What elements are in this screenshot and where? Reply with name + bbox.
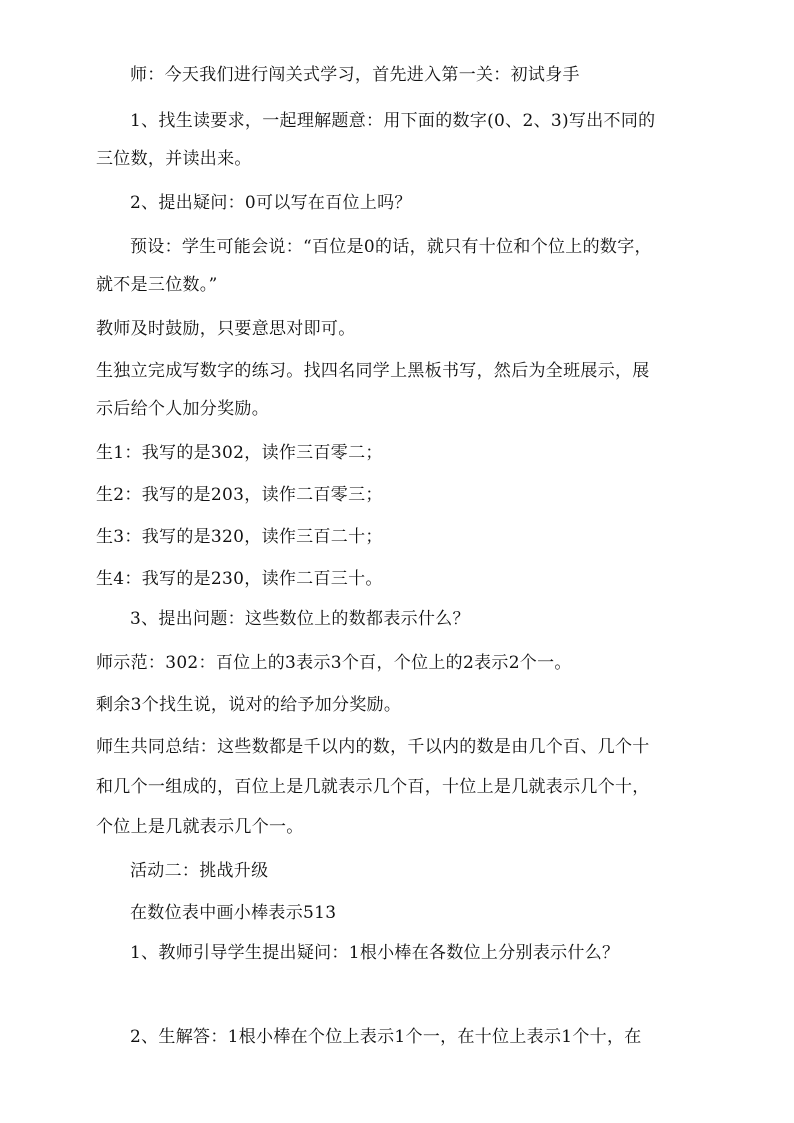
paragraph-line: 3、提出问题：这些数位上的数都表示什么？	[130, 609, 470, 629]
paragraph-line: 师示范：302：百位上的3表示3个百，个位上的2表示2个一。	[96, 653, 572, 673]
section-heading: 活动二：挑战升级	[130, 861, 269, 881]
paragraph-line: 剩余3个找生说，说对的给予加分奖励。	[96, 695, 402, 715]
paragraph-line: 生2：我写的是203，读作二百零三；	[96, 485, 383, 505]
paragraph-line: 示后给个人加分奖励。	[96, 399, 269, 419]
paragraph-line: 2、提出疑问：0可以写在百位上吗？	[130, 193, 412, 213]
paragraph-line: 教师及时鼓励，只要意思对即可。	[96, 319, 356, 339]
paragraph-line: 师生共同总结：这些数都是千以内的数，千以内的数是由几个百、几个十	[96, 737, 650, 757]
paragraph-line: 生3：我写的是320，读作三百二十；	[96, 527, 383, 547]
paragraph-line: 生独立完成写数字的练习。找四名同学上黑板书写，然后为全班展示，展	[96, 361, 650, 381]
paragraph-line: 在数位表中画小棒表示513	[130, 903, 337, 923]
paragraph-line: 2、生解答：1根小棒在个位上表示1个一，在十位上表示1个十，在	[130, 1027, 642, 1047]
paragraph-line: 三位数，并读出来。	[96, 149, 252, 169]
paragraph-line: 和几个一组成的，百位上是几就表示几个百，十位上是几就表示几个十，	[96, 777, 650, 797]
paragraph-line: 个位上是几就表示几个一。	[96, 817, 304, 837]
paragraph-line: 1、找生读要求，一起理解题意：用下面的数字(0、2、3)写出不同的	[130, 111, 656, 131]
paragraph-line: 预设：学生可能会说：“百位是0的话，就只有十位和个位上的数字，	[130, 237, 652, 257]
paragraph-line: 就不是三位数。”	[96, 275, 218, 295]
paragraph-line: 1、教师引导学生提出疑问：1根小棒在各数位上分别表示什么？	[130, 943, 620, 963]
paragraph-line: 师：今天我们进行闯关式学习，首先进入第一关：初试身手	[130, 65, 580, 85]
paragraph-line: 生4：我写的是230，读作二百三十。	[96, 569, 383, 589]
paragraph-line: 生1：我写的是302，读作三百零二；	[96, 443, 383, 463]
